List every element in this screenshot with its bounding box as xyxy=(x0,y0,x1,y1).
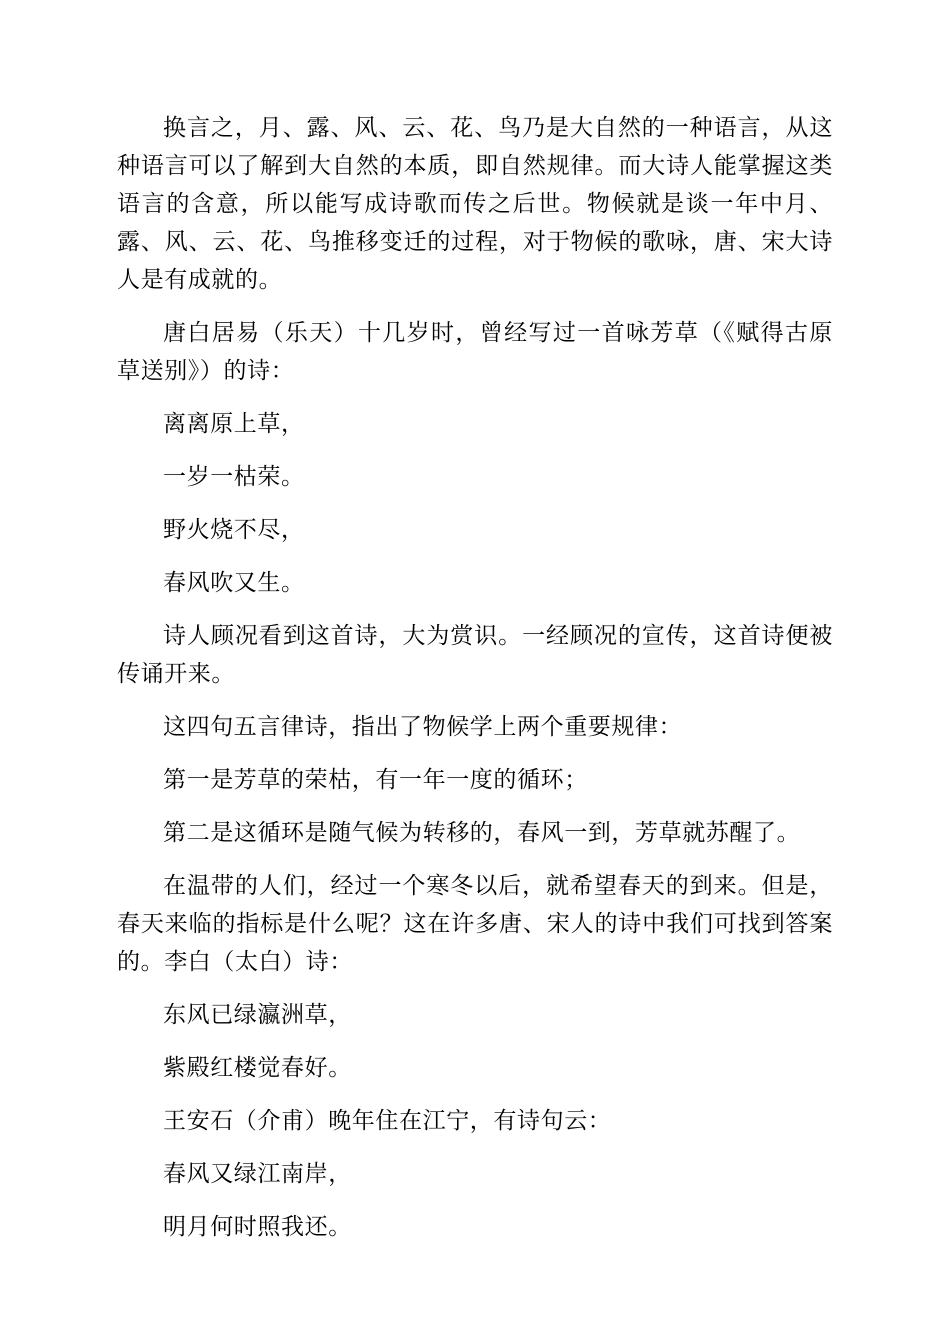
paragraph-wang-anshi: 王安石（介甫）晚年住在江宁，有诗句云： xyxy=(163,1108,612,1134)
paragraph-bai-juyi: 唐白居易（乐天）十几岁时，曾经写过一首咏芳草（《赋得古原草送别》）的诗： xyxy=(117,320,833,384)
poem-line: 一岁一枯荣。 xyxy=(163,464,305,490)
poem-line: 春风又绿江南岸， xyxy=(163,1161,352,1187)
poem-line: 紫殿红楼觉春好。 xyxy=(163,1055,352,1081)
paragraph-law-one: 第一是芳草的荣枯，有一年一度的循环； xyxy=(163,767,588,793)
poem-line: 春风吹又生。 xyxy=(163,570,305,596)
paragraph-phenology-intro: 换言之，月、露、风、云、花、鸟乃是大自然的一种语言，从这种语言可以了解到大自然的本质，即自然规律。而大诗人能掌握这类语言的含意，所以能写成诗歌而传之后世。物候就是谈一年中月、露、风、云、花、鸟推移变迁的过程，对于物候的歌咏，唐、宋大诗人是有成就的。 xyxy=(117,115,833,293)
poem-line: 东风已绿瀛洲草， xyxy=(163,1002,352,1028)
document-page xyxy=(117,109,833,1246)
paragraph-spring-indicator: 在温带的人们，经过一个寒冬以后，就希望春天的到来。但是，春天来临的指标是什么呢？这在许多唐、宋人的诗中我们可找到答案的。李白（太白）诗： xyxy=(117,873,833,975)
poem-line: 野火烧不尽， xyxy=(163,517,305,543)
paragraph-gu-kuang: 诗人顾况看到这首诗，大为赏识。一经顾况的宣传，这首诗便被传诵开来。 xyxy=(117,623,833,687)
poem-line: 明月何时照我还。 xyxy=(163,1214,352,1240)
paragraph-law-two: 第二是这循环是随气候为转移的，春风一到，芳草就苏醒了。 xyxy=(163,820,801,846)
paragraph-two-laws: 这四句五言律诗，指出了物候学上两个重要规律： xyxy=(163,714,683,740)
poem-line: 离离原上草， xyxy=(163,411,305,437)
